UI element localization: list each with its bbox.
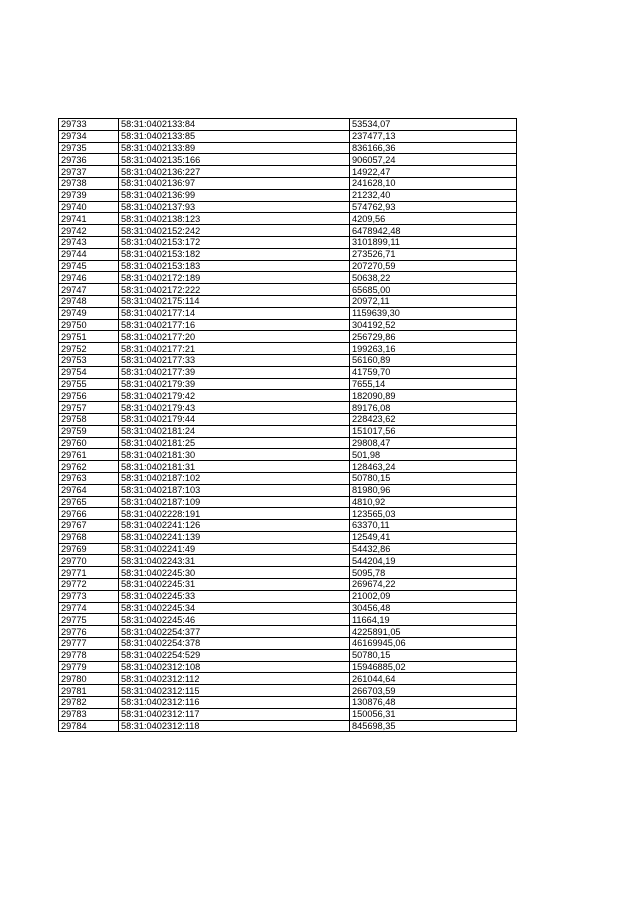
cadastral-number-cell: 58:31:0402135:166 xyxy=(119,154,350,166)
row-number-cell: 29735 xyxy=(59,142,119,154)
row-number-cell: 29739 xyxy=(59,189,119,201)
value-cell: 65685,00 xyxy=(350,284,517,296)
value-cell: 53534,07 xyxy=(350,119,517,131)
table-row xyxy=(59,119,517,131)
row-number-cell: 29777 xyxy=(59,638,119,650)
cadastral-number-cell: 58:31:0402136:227 xyxy=(119,166,350,178)
value-cell: 81980,96 xyxy=(350,484,517,496)
row-number-cell: 29749 xyxy=(59,307,119,319)
value-cell: 207270,59 xyxy=(350,260,517,272)
cadastral-number-cell: 58:31:0402245:33 xyxy=(119,590,350,602)
value-cell: 228423,62 xyxy=(350,413,517,425)
row-number-cell: 29746 xyxy=(59,272,119,284)
cadastral-number-cell: 58:31:0402136:97 xyxy=(119,177,350,189)
value-cell: 63370,11 xyxy=(350,520,517,532)
table-row xyxy=(59,484,517,496)
cadastral-number-cell: 58:31:0402181:30 xyxy=(119,449,350,461)
row-number-cell: 29754 xyxy=(59,366,119,378)
cadastral-number-cell: 58:31:0402177:21 xyxy=(119,343,350,355)
value-cell: 501,98 xyxy=(350,449,517,461)
cadastral-number-cell: 58:31:0402312:116 xyxy=(119,697,350,709)
table-row xyxy=(59,154,517,166)
value-cell: 574762,93 xyxy=(350,201,517,213)
value-cell: 6478942,48 xyxy=(350,225,517,237)
row-number-cell: 29742 xyxy=(59,225,119,237)
value-cell: 237477,13 xyxy=(350,130,517,142)
row-number-cell: 29741 xyxy=(59,213,119,225)
table-row xyxy=(59,142,517,154)
row-number-cell: 29770 xyxy=(59,555,119,567)
row-number-cell: 29760 xyxy=(59,437,119,449)
table-row xyxy=(59,213,517,225)
row-number-cell: 29755 xyxy=(59,378,119,390)
value-cell: 50780,15 xyxy=(350,472,517,484)
row-number-cell: 29763 xyxy=(59,472,119,484)
row-number-cell: 29750 xyxy=(59,319,119,331)
row-number-cell: 29767 xyxy=(59,520,119,532)
row-number-cell: 29772 xyxy=(59,579,119,591)
table-row xyxy=(59,638,517,650)
cadastral-number-cell: 58:31:0402312:108 xyxy=(119,661,350,673)
table-row xyxy=(59,508,517,520)
row-number-cell: 29778 xyxy=(59,649,119,661)
table-row xyxy=(59,130,517,142)
table-row xyxy=(59,649,517,661)
cadastral-number-cell: 58:31:0402312:112 xyxy=(119,673,350,685)
value-cell: 128463,24 xyxy=(350,461,517,473)
table-row xyxy=(59,661,517,673)
row-number-cell: 29745 xyxy=(59,260,119,272)
value-cell: 269674,22 xyxy=(350,579,517,591)
value-cell: 30456,48 xyxy=(350,602,517,614)
cadastral-number-cell: 58:31:0402181:25 xyxy=(119,437,350,449)
cadastral-number-cell: 58:31:0402312:118 xyxy=(119,720,350,732)
cadastral-number-cell: 58:31:0402133:85 xyxy=(119,130,350,142)
cadastral-number-cell: 58:31:0402181:24 xyxy=(119,425,350,437)
cadastral-number-cell: 58:31:0402153:183 xyxy=(119,260,350,272)
row-number-cell: 29765 xyxy=(59,496,119,508)
value-cell: 89176,08 xyxy=(350,402,517,414)
value-cell: 54432,86 xyxy=(350,543,517,555)
table-row xyxy=(59,567,517,579)
cadastral-number-cell: 58:31:0402254:378 xyxy=(119,638,350,650)
table-row xyxy=(59,708,517,720)
row-number-cell: 29733 xyxy=(59,119,119,131)
row-number-cell: 29740 xyxy=(59,201,119,213)
value-cell: 14922,47 xyxy=(350,166,517,178)
table-row xyxy=(59,295,517,307)
value-cell: 273526,71 xyxy=(350,248,517,260)
cadastral-number-cell: 58:31:0402245:30 xyxy=(119,567,350,579)
value-cell: 20972,11 xyxy=(350,295,517,307)
table-row xyxy=(59,390,517,402)
row-number-cell: 29738 xyxy=(59,177,119,189)
value-cell: 5095,78 xyxy=(350,567,517,579)
value-cell: 12549,41 xyxy=(350,531,517,543)
table-row xyxy=(59,720,517,732)
cadastral-number-cell: 58:31:0402153:182 xyxy=(119,248,350,260)
cadastral-number-cell: 58:31:0402133:89 xyxy=(119,142,350,154)
value-cell: 11664,19 xyxy=(350,614,517,626)
data-table xyxy=(58,118,517,732)
cadastral-number-cell: 58:31:0402181:31 xyxy=(119,461,350,473)
table-row xyxy=(59,378,517,390)
cadastral-number-cell: 58:31:0402137:93 xyxy=(119,201,350,213)
table-row xyxy=(59,685,517,697)
table-row xyxy=(59,366,517,378)
cadastral-number-cell: 58:31:0402177:39 xyxy=(119,366,350,378)
cadastral-number-cell: 58:31:0402138:123 xyxy=(119,213,350,225)
value-cell: 15946885,02 xyxy=(350,661,517,673)
table-row xyxy=(59,543,517,555)
cadastral-number-cell: 58:31:0402175:114 xyxy=(119,295,350,307)
value-cell: 7655,14 xyxy=(350,378,517,390)
table-row xyxy=(59,449,517,461)
value-cell: 182090,89 xyxy=(350,390,517,402)
row-number-cell: 29756 xyxy=(59,390,119,402)
value-cell: 906057,24 xyxy=(350,154,517,166)
table-row xyxy=(59,590,517,602)
table-row xyxy=(59,413,517,425)
row-number-cell: 29774 xyxy=(59,602,119,614)
row-number-cell: 29748 xyxy=(59,295,119,307)
row-number-cell: 29766 xyxy=(59,508,119,520)
cadastral-number-cell: 58:31:0402179:43 xyxy=(119,402,350,414)
table-row xyxy=(59,260,517,272)
table-row xyxy=(59,437,517,449)
cadastral-number-cell: 58:31:0402179:39 xyxy=(119,378,350,390)
row-number-cell: 29757 xyxy=(59,402,119,414)
value-cell: 29808,47 xyxy=(350,437,517,449)
value-cell: 241628,10 xyxy=(350,177,517,189)
row-number-cell: 29759 xyxy=(59,425,119,437)
table-row xyxy=(59,555,517,567)
row-number-cell: 29747 xyxy=(59,284,119,296)
table-row xyxy=(59,472,517,484)
value-cell: 21232,40 xyxy=(350,189,517,201)
value-cell: 845698,35 xyxy=(350,720,517,732)
table-body xyxy=(59,119,517,732)
value-cell: 130876,48 xyxy=(350,697,517,709)
table-row xyxy=(59,189,517,201)
value-cell: 150056,31 xyxy=(350,708,517,720)
table-row xyxy=(59,461,517,473)
value-cell: 1159639,30 xyxy=(350,307,517,319)
row-number-cell: 29764 xyxy=(59,484,119,496)
row-number-cell: 29783 xyxy=(59,708,119,720)
cadastral-number-cell: 58:31:0402136:99 xyxy=(119,189,350,201)
table-row xyxy=(59,402,517,414)
cadastral-number-cell: 58:31:0402228:191 xyxy=(119,508,350,520)
table-row xyxy=(59,602,517,614)
value-cell: 266703,59 xyxy=(350,685,517,697)
table-row xyxy=(59,579,517,591)
row-number-cell: 29736 xyxy=(59,154,119,166)
cadastral-number-cell: 58:31:0402152:242 xyxy=(119,225,350,237)
cadastral-number-cell: 58:31:0402172:189 xyxy=(119,272,350,284)
cadastral-number-cell: 58:31:0402179:44 xyxy=(119,413,350,425)
cadastral-number-cell: 58:31:0402245:46 xyxy=(119,614,350,626)
row-number-cell: 29782 xyxy=(59,697,119,709)
table-row xyxy=(59,354,517,366)
row-number-cell: 29734 xyxy=(59,130,119,142)
table-row xyxy=(59,496,517,508)
row-number-cell: 29776 xyxy=(59,626,119,638)
value-cell: 41759,70 xyxy=(350,366,517,378)
table-row xyxy=(59,531,517,543)
table-row xyxy=(59,343,517,355)
cadastral-number-cell: 58:31:0402241:126 xyxy=(119,520,350,532)
row-number-cell: 29773 xyxy=(59,590,119,602)
table-row xyxy=(59,331,517,343)
table-row xyxy=(59,614,517,626)
cadastral-number-cell: 58:31:0402241:49 xyxy=(119,543,350,555)
row-number-cell: 29737 xyxy=(59,166,119,178)
value-cell: 151017,56 xyxy=(350,425,517,437)
table-row xyxy=(59,425,517,437)
row-number-cell: 29762 xyxy=(59,461,119,473)
table-row xyxy=(59,177,517,189)
table-row xyxy=(59,248,517,260)
table-row xyxy=(59,225,517,237)
table-row xyxy=(59,201,517,213)
row-number-cell: 29771 xyxy=(59,567,119,579)
table-row xyxy=(59,520,517,532)
cadastral-number-cell: 58:31:0402179:42 xyxy=(119,390,350,402)
cadastral-number-cell: 58:31:0402187:102 xyxy=(119,472,350,484)
value-cell: 21002,09 xyxy=(350,590,517,602)
cadastral-number-cell: 58:31:0402133:84 xyxy=(119,119,350,131)
row-number-cell: 29768 xyxy=(59,531,119,543)
cadastral-number-cell: 58:31:0402245:34 xyxy=(119,602,350,614)
table-row xyxy=(59,236,517,248)
cadastral-number-cell: 58:31:0402187:109 xyxy=(119,496,350,508)
cadastral-number-cell: 58:31:0402177:20 xyxy=(119,331,350,343)
value-cell: 50638,22 xyxy=(350,272,517,284)
table-row xyxy=(59,284,517,296)
cadastral-number-cell: 58:31:0402177:14 xyxy=(119,307,350,319)
value-cell: 56160,89 xyxy=(350,354,517,366)
value-cell: 123565,03 xyxy=(350,508,517,520)
row-number-cell: 29779 xyxy=(59,661,119,673)
value-cell: 199263,16 xyxy=(350,343,517,355)
value-cell: 4810,92 xyxy=(350,496,517,508)
table-row xyxy=(59,307,517,319)
value-cell: 544204,19 xyxy=(350,555,517,567)
row-number-cell: 29758 xyxy=(59,413,119,425)
row-number-cell: 29781 xyxy=(59,685,119,697)
row-number-cell: 29751 xyxy=(59,331,119,343)
cadastral-number-cell: 58:31:0402187:103 xyxy=(119,484,350,496)
value-cell: 256729,86 xyxy=(350,331,517,343)
row-number-cell: 29780 xyxy=(59,673,119,685)
table-row xyxy=(59,272,517,284)
cadastral-number-cell: 58:31:0402243:31 xyxy=(119,555,350,567)
cadastral-number-cell: 58:31:0402312:117 xyxy=(119,708,350,720)
cadastral-number-cell: 58:31:0402254:529 xyxy=(119,649,350,661)
value-cell: 50780,15 xyxy=(350,649,517,661)
row-number-cell: 29743 xyxy=(59,236,119,248)
row-number-cell: 29753 xyxy=(59,354,119,366)
cadastral-number-cell: 58:31:0402312:115 xyxy=(119,685,350,697)
row-number-cell: 29775 xyxy=(59,614,119,626)
row-number-cell: 29784 xyxy=(59,720,119,732)
row-number-cell: 29744 xyxy=(59,248,119,260)
value-cell: 3101899,11 xyxy=(350,236,517,248)
cadastral-number-cell: 58:31:0402172:222 xyxy=(119,284,350,296)
row-number-cell: 29761 xyxy=(59,449,119,461)
cadastral-number-cell: 58:31:0402241:139 xyxy=(119,531,350,543)
table-row xyxy=(59,319,517,331)
cadastral-number-cell: 58:31:0402153:172 xyxy=(119,236,350,248)
cadastral-number-cell: 58:31:0402245:31 xyxy=(119,579,350,591)
table-row xyxy=(59,626,517,638)
row-number-cell: 29769 xyxy=(59,543,119,555)
value-cell: 261044,64 xyxy=(350,673,517,685)
value-cell: 836166,36 xyxy=(350,142,517,154)
table-row xyxy=(59,697,517,709)
table-row xyxy=(59,166,517,178)
row-number-cell: 29752 xyxy=(59,343,119,355)
cadastral-number-cell: 58:31:0402254:377 xyxy=(119,626,350,638)
value-cell: 46169945,06 xyxy=(350,638,517,650)
cadastral-number-cell: 58:31:0402177:16 xyxy=(119,319,350,331)
value-cell: 4209,56 xyxy=(350,213,517,225)
cadastral-number-cell: 58:31:0402177:33 xyxy=(119,354,350,366)
table-row xyxy=(59,673,517,685)
value-cell: 304192,52 xyxy=(350,319,517,331)
value-cell: 4225891,05 xyxy=(350,626,517,638)
